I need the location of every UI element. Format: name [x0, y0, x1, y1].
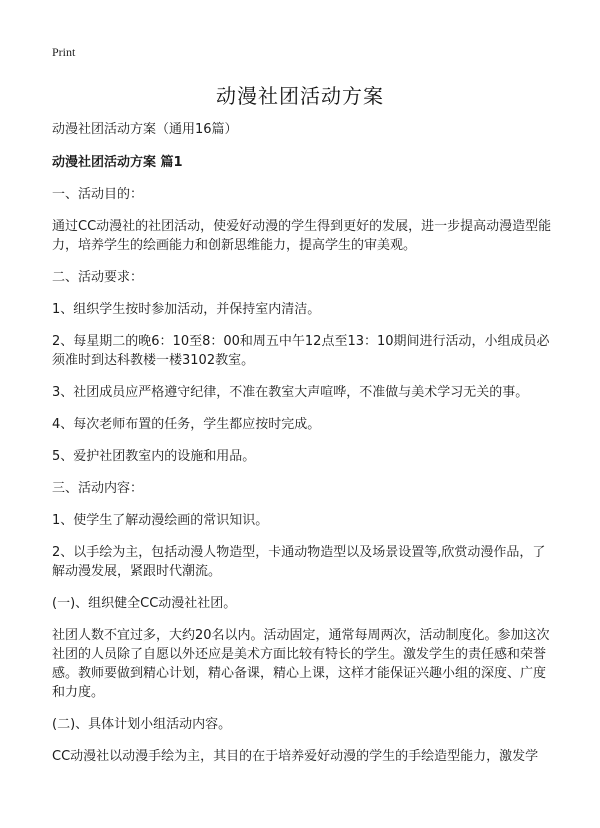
chapter-heading: 动漫社团活动方案 篇1 — [52, 155, 183, 170]
section-heading-content: 三、活动内容： — [52, 481, 144, 496]
content-item-2: 2、以手绘为主，包括动漫人物造型，卡通动物造型以及场景设置等,欣赏动漫作品，了解动漫发展，紧跟时代潮流。 — [52, 545, 546, 579]
section-heading-requirements: 二、活动要求： — [52, 270, 144, 285]
requirement-item-4: 4、每次老师布置的任务，学生都应按时完成。 — [52, 417, 321, 432]
content-item-1: 1、使学生了解动漫绘画的常识知识。 — [52, 513, 269, 528]
requirement-item-5: 5、爱护社团教室内的设施和用品。 — [52, 449, 256, 464]
subsection-paragraph-2: CC动漫社以动漫手绘为主，其目的在于培养爱好动漫的学生的手绘造型能力，激发学 — [52, 749, 539, 764]
subsection-heading-1: (一)、组织健全CC动漫社社团。 — [52, 596, 237, 611]
document-title: 动漫社团活动方案 — [216, 84, 384, 108]
requirement-item-3: 3、社团成员应严格遵守纪律，不准在教室大声喧哗，不准做与美术学习无关的事。 — [52, 385, 529, 400]
subsection-heading-2: (二)、具体计划小组活动内容。 — [52, 717, 232, 732]
document-subtitle: 动漫社团活动方案（通用16篇） — [52, 122, 238, 137]
requirement-item-1: 1、组织学生按时参加活动，并保持室内清洁。 — [52, 302, 321, 317]
document-body — [52, 120, 552, 766]
print-label: Print — [52, 45, 76, 59]
paragraph-purpose: 通过CC动漫社的社团活动，使爱好动漫的学生得到更好的发展，进一步提高动漫造型能力，培养学生的绘画能力和创新思维能力，提高学生的审美观。 — [52, 219, 552, 253]
subsection-paragraph-1: 社团人数不宜过多，大约20名以内。活动固定，通常每周两次，活动制度化。参加这次社团的人员除了自愿以外还应是美术方面比较有特长的学生。激发学生的责任感和荣誉感。教师要做到精心计划，精心备课，精心上课，这样才能保证兴趣小组的深度、广度和力度。 — [52, 628, 550, 700]
requirement-item-2: 2、每星期二的晚6：10至8：00和周五中午12点至13：10期间进行活动，小组成员必须准时到达科教楼一楼3102教室。 — [52, 334, 550, 368]
section-heading-purpose: 一、活动目的： — [52, 187, 144, 202]
